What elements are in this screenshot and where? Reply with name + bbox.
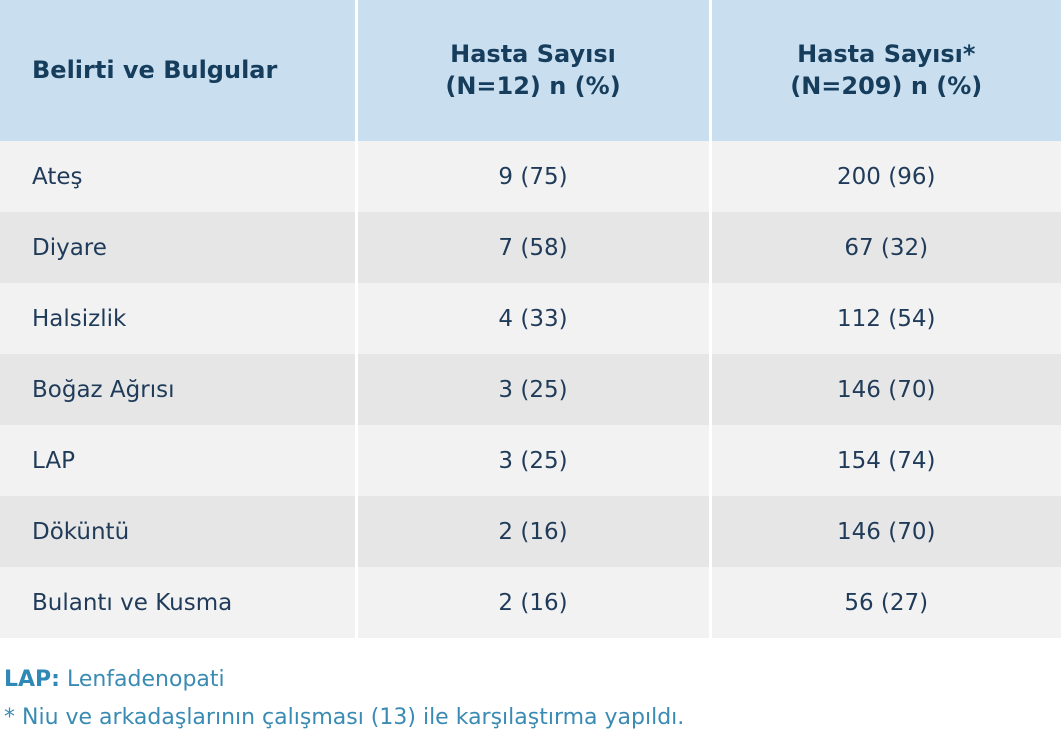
row-value-n12: 3 (25): [356, 354, 710, 425]
footnote-lap-text: Lenfadenopati: [59, 667, 225, 692]
row-label: Diyare: [0, 212, 356, 283]
column-header-patients-12-line2: (N=12) n (%): [445, 71, 621, 100]
footnotes: [0, 638, 1061, 734]
column-header-patients-12: [356, 0, 710, 141]
column-header-patients-12-line1: Hasta Sayısı: [450, 39, 616, 68]
row-label: Bulantı ve Kusma: [0, 567, 356, 638]
table-row: [0, 425, 1061, 496]
row-value-n209: 200 (96): [710, 141, 1061, 212]
row-label: Halsizlik: [0, 283, 356, 354]
row-value-n209: 154 (74): [710, 425, 1061, 496]
table-row: [0, 141, 1061, 212]
row-value-n209: 67 (32): [710, 212, 1061, 283]
row-label: LAP: [0, 425, 356, 496]
table-header: [0, 0, 1061, 141]
footnote-lap: [4, 664, 1061, 696]
header-row: [0, 0, 1061, 141]
column-header-patients-209-line1: Hasta Sayısı*: [797, 39, 976, 68]
row-value-n12: 3 (25): [356, 425, 710, 496]
column-header-signs: [0, 0, 356, 141]
table-body: [0, 141, 1061, 638]
column-header-patients-209-line2: (N=209) n (%): [790, 71, 983, 100]
footnote-lap-term: LAP:: [4, 667, 60, 692]
column-header-patients-209: [710, 0, 1061, 141]
row-value-n209: 112 (54): [710, 283, 1061, 354]
table-row: [0, 212, 1061, 283]
table-row: [0, 567, 1061, 638]
table-row: [0, 354, 1061, 425]
row-value-n209: 146 (70): [710, 496, 1061, 567]
row-value-n12: 2 (16): [356, 567, 710, 638]
row-value-n12: 4 (33): [356, 283, 710, 354]
footnote-comparison-text: * Niu ve arkadaşlarının çalışması (13) ile karşılaştırma yapıldı.: [4, 704, 685, 730]
row-label: Ateş: [0, 141, 356, 212]
row-value-n12: 7 (58): [356, 212, 710, 283]
table-row: [0, 496, 1061, 567]
row-value-n209: 56 (27): [710, 567, 1061, 638]
footnote-comparison: [4, 702, 1061, 734]
row-label: Döküntü: [0, 496, 356, 567]
column-header-signs-line1: Belirti ve Bulgular: [32, 55, 278, 84]
row-value-n12: 2 (16): [356, 496, 710, 567]
row-value-n209: 146 (70): [710, 354, 1061, 425]
table-row: [0, 283, 1061, 354]
row-label: Boğaz Ağrısı: [0, 354, 356, 425]
row-value-n12: 9 (75): [356, 141, 710, 212]
